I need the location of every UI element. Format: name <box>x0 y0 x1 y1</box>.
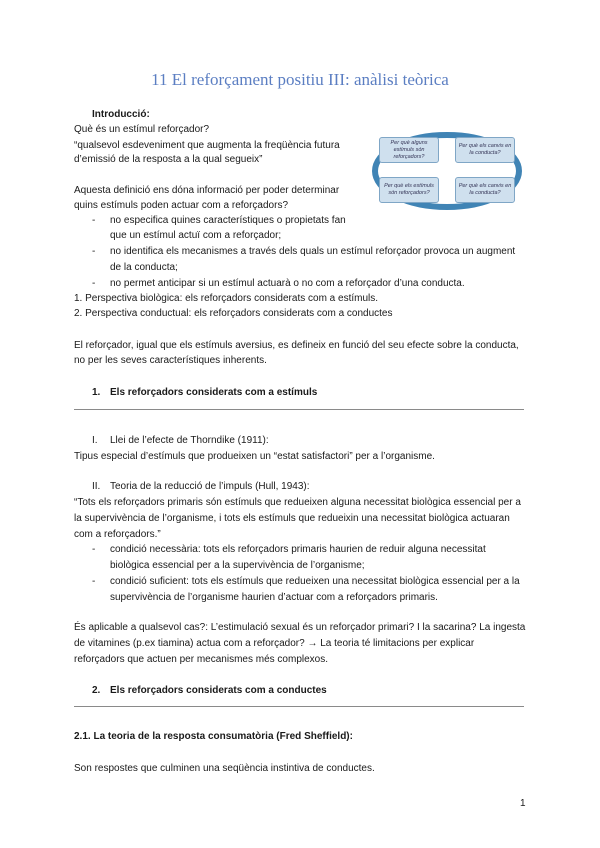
numbered-item: 2. Perspectiva conductual: els reforçadors considerats com a conductes <box>74 308 393 319</box>
intro-heading: Introducció: <box>92 109 150 120</box>
bullet-text: no especifica quines característiques o propietats fan <box>110 215 346 226</box>
bullet-text: biològica essencial per a la supervivència de l’organisme; <box>110 560 365 571</box>
page-title: 11 El reforçament positiu III: anàlisi teòrica <box>151 70 449 89</box>
diagram-box: Per què els estímuls són reforçadors? <box>379 177 439 203</box>
subsection-number: II. <box>92 481 101 492</box>
bullet-dash: - <box>92 215 96 226</box>
intro-paragraph-line: quins estímuls poden actuar com a reforçadors? <box>74 200 288 211</box>
paragraph-line: És aplicable a qualsevol cas?: L’estimulació sexual és un reforçador primari? I la sacarina? La ingesta <box>74 622 526 633</box>
quote-line: “Tots els reforçadors primaris són estímuls que redueixen alguna necessitat biològica essencial per a <box>74 497 521 508</box>
paragraph-line: de vitamines (p.ex tiamina) actua com a reforçador? → La teoria té limitacions per explicar <box>74 638 475 649</box>
bullet-text: no permet anticipar si un estímul actuarà o no com a reforçador d’una conducta. <box>110 278 465 289</box>
bullet-dash: - <box>92 278 96 289</box>
diagram-box: Per què alguns estímuls són reforçadors? <box>379 137 439 163</box>
bullet-text: supervivència de l’organisme haurien d’actuar com a reforçadors primaris. <box>110 592 438 603</box>
bullet-text: no identifica els mecanismes a través dels quals un estímul reforçador provoca un augment <box>110 246 516 257</box>
bullet-text: de la conducta; <box>110 262 178 273</box>
bullet-text: condició suficient: tots els estímuls que redueixen una necessitat biològica essencial per a la <box>110 576 520 587</box>
paragraph-line: reforçadors que actuen per mecanismes més complexos. <box>74 654 329 665</box>
section-number: 2. <box>92 685 101 696</box>
intro-question: Què és un estímul reforçador? <box>74 124 210 135</box>
subsection-number: I. <box>92 435 98 446</box>
diagram-box: Per què els canvis en la conducta? <box>455 137 515 163</box>
subsection-title: Teoria de la reducció de l’impuls (Hull, 1943): <box>110 481 310 492</box>
intro-quote-line: “qualsevol esdeveniment que augmenta la freqüència futura <box>74 140 340 151</box>
section-heading: Els reforçadors considerats com a estímuls <box>110 387 318 398</box>
section-divider <box>74 409 524 410</box>
paragraph-line: El reforçador, igual que els estímuls aversius, es defineix en funció del seu efecte sobre la conducta, <box>74 340 519 351</box>
section-divider <box>74 706 524 707</box>
bullet-text: que un estímul actuï com a reforçador; <box>110 230 282 241</box>
bullet-text: condició necessària: tots els reforçadors primaris haurien de reduir alguna necessitat <box>110 544 486 555</box>
paragraph-line: Tipus especial d’estímuls que produeixen un “estat satisfactori” per a l’organisme. <box>74 451 435 462</box>
diagram-box: Per què els canvis en la conducta? <box>455 177 515 203</box>
quote-line: com a reforçadors.” <box>74 529 161 540</box>
page-number: 1 <box>520 798 526 809</box>
subsection-title: Llei de l’efecte de Thorndike (1911): <box>110 435 269 446</box>
cycle-diagram <box>365 130 530 212</box>
paragraph-line: no per les seves característiques inherents. <box>74 355 267 366</box>
section-heading: Els reforçadors considerats com a conductes <box>110 685 327 696</box>
intro-quote-line: d’emissió de la resposta a la qual segueix” <box>74 154 263 165</box>
bullet-dash: - <box>92 576 96 587</box>
subsection-heading: 2.1. La teoria de la resposta consumatòria (Fred Sheffield): <box>74 731 353 742</box>
bullet-dash: - <box>92 544 96 555</box>
intro-paragraph-line: Aquesta definició ens dóna informació per poder determinar <box>74 185 340 196</box>
quote-line: la supervivència de l’organisme, i tots els estímuls que redueixin una necessitat biològica actuaran <box>74 513 510 524</box>
paragraph-line: Son respostes que culminen una seqüència instintiva de conductes. <box>74 763 375 774</box>
section-number: 1. <box>92 387 101 398</box>
numbered-item: 1. Perspectiva biològica: els reforçadors considerats com a estímuls. <box>74 293 379 304</box>
bullet-dash: - <box>92 246 96 257</box>
